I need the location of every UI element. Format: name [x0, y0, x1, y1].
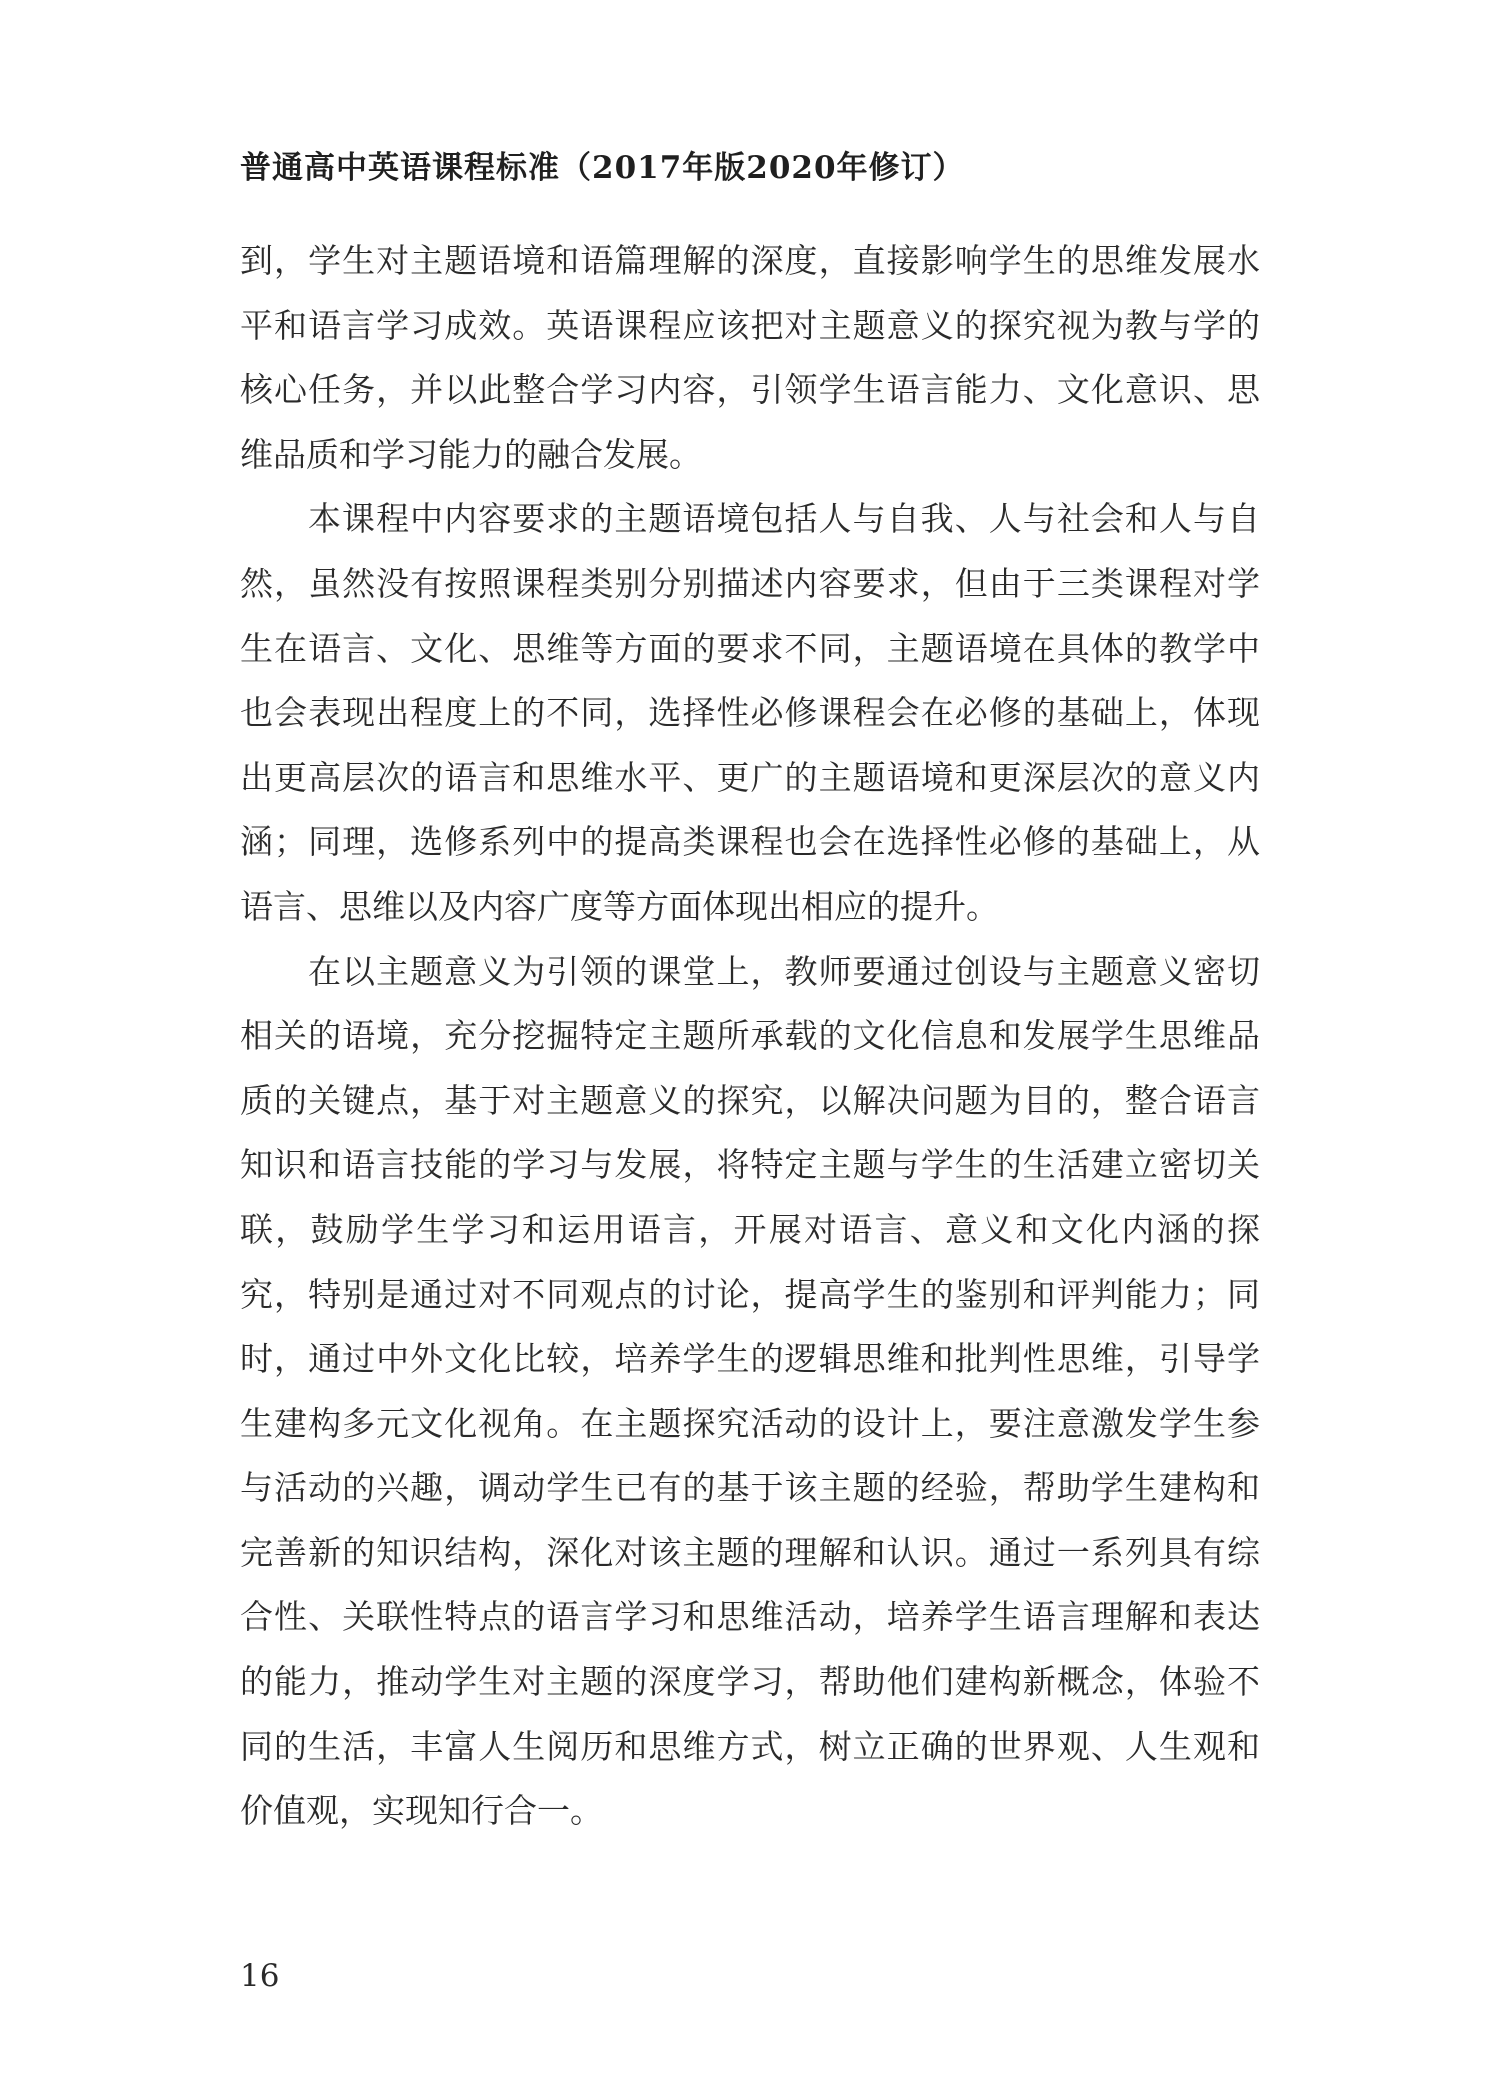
page-number: 16 — [240, 1958, 280, 1994]
text-line: 出更高层次的语言和思维水平、更广的主题语境和更深层次的意义内 — [240, 757, 1260, 797]
text-line: 然，虽然没有按照课程类别分别描述内容要求，但由于三类课程对学 — [240, 563, 1260, 603]
text-line: 维品质和学习能力的融合发展。 — [240, 434, 702, 474]
text-line: 相关的语境，充分挖掘特定主题所承载的文化信息和发展学生思维品 — [240, 1016, 1260, 1056]
paragraph-3 — [240, 947, 1260, 1851]
text-line: 平和语言学习成效。英语课程应该把对主题意义的探究视为教与学的 — [240, 305, 1260, 345]
text-line: 质的关键点，基于对主题意义的探究，以解决问题为目的，整合语言 — [240, 1080, 1260, 1120]
text-line: 时，通过中外文化比较，培养学生的逻辑思维和批判性思维，引导学 — [240, 1339, 1260, 1379]
text-line: 到，学生对主题语境和语篇理解的深度，直接影响学生的思维发展水 — [240, 241, 1260, 280]
body-text — [240, 236, 1260, 1851]
text-line: 价值观，实现知行合一。 — [240, 1791, 603, 1831]
text-line: 联，鼓励学生学习和运用语言，开展对语言、意义和文化内涵的探 — [240, 1209, 1260, 1249]
text-line: 知识和语言技能的学习与发展，将特定主题与学生的生活建立密切关 — [240, 1145, 1260, 1185]
text-line: 同的生活，丰富人生阅历和思维方式，树立正确的世界观、人生观和 — [240, 1726, 1260, 1766]
text-line: 的能力，推动学生对主题的深度学习，帮助他们建构新概念，体验不 — [240, 1662, 1260, 1702]
text-line: 语言、思维以及内容广度等方面体现出相应的提升。 — [240, 886, 999, 926]
text-line: 完善新的知识结构，深化对该主题的理解和认识。通过一系列具有综 — [240, 1532, 1260, 1572]
text-line: 生在语言、文化、思维等方面的要求不同，主题语境在具体的教学中 — [240, 628, 1260, 668]
text-line: 也会表现出程度上的不同，选择性必修课程会在必修的基础上，体现 — [240, 693, 1260, 733]
text-line: 涵；同理，选修系列中的提高类课程也会在选择性必修的基础上，从 — [240, 822, 1260, 862]
text-line: 究，特别是通过对不同观点的讨论，提高学生的鉴别和评判能力；同 — [240, 1274, 1260, 1314]
text-line: 核心任务，并以此整合学习内容，引领学生语言能力、文化意识、思 — [240, 370, 1260, 410]
text-line: 生建构多元文化视角。在主题探究活动的设计上，要注意激发学生参 — [240, 1403, 1260, 1443]
text-line: 合性、关联性特点的语言学习和思维活动，培养学生语言理解和表达 — [240, 1597, 1260, 1637]
paragraph-1 — [240, 236, 1260, 494]
paragraph-2 — [240, 494, 1260, 946]
text-line: 与活动的兴趣，调动学生已有的基于该主题的经验，帮助学生建构和 — [240, 1468, 1260, 1508]
text-line: 本课程中内容要求的主题语境包括人与自我、人与社会和人与自 — [308, 499, 1260, 539]
text-line: 在以主题意义为引领的课堂上，教师要通过创设与主题意义密切 — [308, 951, 1260, 991]
running-header: 普通高中英语课程标准（2017年版2020年修订） — [240, 150, 965, 186]
